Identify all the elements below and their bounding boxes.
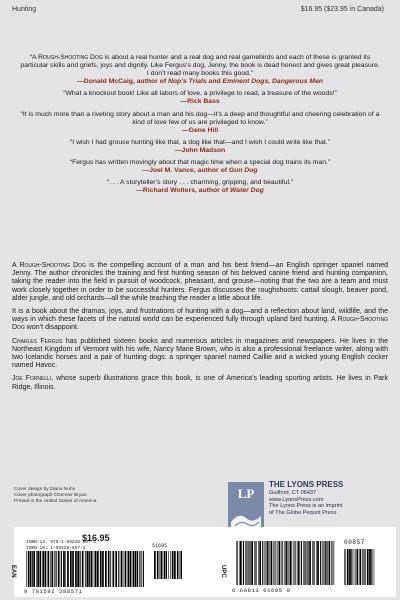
- ean-barcode: [26, 551, 144, 587]
- barcode-bar: [314, 541, 315, 585]
- barcode-bar: [161, 551, 163, 579]
- barcode-bar: [322, 541, 323, 585]
- barcode-bar: [52, 551, 53, 587]
- barcode-bar: [357, 549, 359, 585]
- review-quote: “A Rough-Shooting Dog is about a real hunter and a real dog and real gamebirds and each of these is granted its particular skills and griefs, joys and dignity. Like Fergus’s dog, Jenny, the book is dead honest and gives great pleasure. I don’t read many books this good.” —Donald McCaig, author of Nop’s Trials and Eminent Dogs, Dangerous Men: [20, 54, 380, 86]
- barcode-bar: [42, 551, 44, 587]
- barcode-bar: [48, 551, 50, 587]
- illustrator-bio: Joe Fornelli, whose superb illustrations grace this book, is one of America’s leading sporting artists. He lives in Park Ridge, Illinois.: [12, 375, 389, 391]
- barcode-bar: [67, 551, 69, 587]
- barcode-bar: [320, 541, 321, 585]
- barcode-bar: [100, 551, 102, 587]
- barcode-bar: [180, 551, 181, 579]
- category-label: Hunting: [12, 6, 37, 13]
- barcode-bar: [258, 541, 259, 585]
- barcode-bar: [170, 551, 171, 579]
- barcode-bar: [313, 541, 314, 585]
- barcode-bar: [285, 541, 286, 585]
- barcode-bar: [143, 551, 144, 587]
- book-title: Rough-Shooting Dog: [38, 54, 103, 61]
- barcode-bar: [243, 541, 244, 585]
- barcode-bar: [157, 551, 158, 579]
- barcode-bar: [345, 549, 346, 585]
- barcode-bar: [123, 551, 124, 587]
- publisher-address: Guilford, CT 06437: [269, 489, 317, 496]
- barcode-bar: [159, 551, 160, 579]
- barcode-bar: [45, 551, 47, 587]
- barcode-bar: [286, 541, 287, 585]
- barcode-bar: [271, 541, 273, 585]
- barcode-bar: [174, 551, 176, 579]
- barcode-bar: [236, 541, 237, 585]
- barcode-bar: [26, 551, 27, 587]
- barcode-bar: [254, 541, 255, 585]
- quote-attribution: —Joel M. Vance, author of Gun Dog: [142, 167, 258, 175]
- barcode-bar: [137, 551, 138, 587]
- barcode-bar: [325, 541, 326, 585]
- price-label: $16.95 ($23.95 in Canada): [300, 6, 384, 13]
- barcode-bar: [105, 551, 107, 587]
- barcode-bar: [58, 551, 60, 587]
- barcode-bar: [239, 541, 240, 585]
- barcode-bar: [274, 541, 275, 585]
- barcode-bar: [77, 551, 79, 587]
- barcode-bar: [333, 541, 334, 585]
- barcode-bar: [369, 549, 371, 585]
- header-bar: [12, 6, 384, 13]
- barcode-bar: [72, 551, 74, 587]
- barcode-bar: [255, 541, 256, 585]
- upc-number: 6 60813 01695 9: [232, 587, 291, 594]
- barcode-bar: [84, 551, 85, 587]
- barcode-bar: [135, 551, 137, 587]
- barcode-bar: [112, 551, 113, 587]
- barcode-bar: [154, 551, 156, 579]
- barcode-bar: [75, 551, 77, 587]
- review-quote: “What a knockout book! Like all labors of love, a privilege to read, a treasure of the woods!” —Rick Bass: [12, 90, 388, 106]
- upc-addon-barcode: [344, 549, 376, 585]
- barcode-bar: [36, 551, 37, 587]
- barcode-bar: [87, 551, 89, 587]
- barcode-bar: [268, 541, 269, 585]
- barcode-bar: [128, 551, 130, 587]
- upc-addon-number: 00857: [344, 539, 366, 546]
- barcode-bar: [259, 541, 261, 585]
- barcode-bar: [344, 549, 345, 585]
- barcode-bar: [329, 541, 331, 585]
- barcode-bar: [326, 541, 327, 585]
- barcode-bar: [246, 541, 247, 585]
- barcode-bar: [125, 551, 127, 587]
- barcode-bar: [108, 551, 109, 587]
- barcode-bar: [334, 541, 335, 585]
- barcode-bar: [139, 551, 140, 587]
- barcode-bar: [164, 551, 166, 579]
- barcode-bar: [317, 541, 319, 585]
- barcode-bar: [80, 551, 81, 587]
- barcode-bar: [237, 541, 238, 585]
- review-quote: “It is much more than a riveting story about a man and his dog—it’s a deep and thoughtful and cheering celebration of a kind of love few of us are privileged to know.” —Gene Hill: [20, 110, 380, 134]
- isbn-10: ISBN-10: 1-59228-857-X: [26, 546, 86, 551]
- barcode-bar: [308, 541, 309, 585]
- quote-attribution: —Richard Wolters, author of Water Dog: [136, 187, 264, 195]
- barcode-bar: [265, 541, 266, 585]
- barcode-bar: [249, 541, 250, 585]
- barcode-bar: [37, 551, 39, 587]
- barcode-bar: [251, 541, 253, 585]
- barcode-bar: [282, 541, 283, 585]
- barcode-bar: [240, 541, 242, 585]
- barcode-bar: [245, 541, 246, 585]
- book-description: [12, 262, 388, 397]
- quote-attribution: —Rick Bass: [180, 98, 220, 106]
- barcode-bar: [102, 551, 104, 587]
- isbn-13: ISBN-13: 978-1-59228-857-1: [26, 540, 97, 545]
- barcode-bar: [289, 541, 290, 585]
- barcode-bar: [305, 541, 306, 585]
- barcode-bar: [121, 551, 123, 587]
- barcode-bar: [262, 541, 263, 585]
- barcode-bar: [56, 551, 57, 587]
- ean-label: EAN: [10, 565, 16, 578]
- barcode-bar: [293, 541, 294, 585]
- barcode-bar: [278, 541, 279, 585]
- barcode-bar: [297, 541, 298, 585]
- barcode-bar: [33, 551, 35, 587]
- barcode-bar: [270, 541, 271, 585]
- quote-attribution: —Donald McCaig, author of Nop’s Trials and Eminent Dogs, Dangerous Men: [76, 78, 324, 86]
- barcode-bar: [89, 551, 90, 587]
- review-quote: “. . . A storyteller’s story . . . charming, gripping, and beautiful.” —Richard Wolters, author of Water Dog: [12, 179, 388, 195]
- barcode-bar: [316, 541, 317, 585]
- barcode-bar: [290, 541, 292, 585]
- publisher-info: THE LYONS PRESS Guilford, CT 06437 www.LyonsPress.com The Lyons Press is an imprint of The Globe Pequot Press: [269, 480, 344, 517]
- quote-attribution: —John Madson: [174, 146, 226, 154]
- cover-credits: Cover design by Diana Nuhn Cover photograph ©Denver Bryan Printed in the United States of America: [14, 487, 97, 504]
- barcode-bar: [312, 541, 313, 585]
- barcode-bar: [179, 551, 180, 579]
- description-paragraph: It is a book about the dramas, joys, and frustrations of hunting with a dog—and a reflection about land, wildlife, and the ways in which these facets of the natural world can be experienced fully through upland bird hunting. A Rough-Shooting Dog won’t disappoint.: [12, 308, 388, 332]
- upc-barcode: [236, 541, 336, 585]
- barcode-bar: [130, 551, 132, 587]
- barcode-bar: [54, 551, 55, 587]
- review-quote: “I wish I had grouse hunting like that, a dog like that—and I wish I could write like that.” —John Madson: [12, 139, 388, 155]
- barcode-bar: [177, 551, 178, 579]
- barcode-bar: [266, 541, 267, 585]
- review-quote: “Fergus has written movingly about that magic time when a special dog trains its man.” —Joel M. Vance, author of Gun Dog: [12, 159, 388, 175]
- lyons-press-logo-icon: LP: [228, 482, 264, 534]
- barcode-bar: [354, 549, 355, 585]
- barcode-bar: [247, 541, 248, 585]
- barcode-bar: [32, 551, 33, 587]
- barcode-bar: [331, 541, 332, 585]
- barcode-bar: [374, 549, 375, 585]
- barcode-bar: [324, 541, 325, 585]
- barcode-bar: [85, 551, 86, 587]
- barcode-bar: [307, 541, 308, 585]
- barcode-bar: [141, 551, 142, 587]
- barcode-bar: [50, 551, 51, 587]
- barcode-bar: [250, 541, 251, 585]
- barcode-bar: [288, 541, 289, 585]
- barcode-bar: [362, 549, 363, 585]
- barcode-bar: [40, 551, 42, 587]
- ean-addon-number: 51695: [152, 543, 168, 549]
- barcode-bar: [95, 551, 97, 587]
- barcode-bar: [97, 551, 99, 587]
- barcode-bar: [349, 549, 351, 585]
- barcode-price: $16.95: [82, 533, 110, 543]
- barcode-bar: [327, 541, 328, 585]
- barcode-bar: [172, 551, 174, 579]
- barcode-bar: [29, 551, 31, 587]
- review-quotes: [12, 54, 388, 199]
- barcode-bar: [110, 551, 111, 587]
- barcode-bar: [181, 551, 182, 579]
- barcode-bar: [256, 541, 257, 585]
- barcode-bar: [279, 541, 281, 585]
- barcode-bar: [355, 549, 356, 585]
- barcode-bar: [367, 549, 369, 585]
- barcode-bar: [284, 541, 285, 585]
- barcode-bar: [70, 551, 72, 587]
- barcode-bar: [94, 551, 95, 587]
- barcode-bar: [364, 549, 365, 585]
- barcode-bar: [115, 551, 117, 587]
- barcode-bar: [309, 541, 311, 585]
- barcode-bar: [371, 549, 372, 585]
- barcode-bar: [63, 551, 65, 587]
- description-paragraph: A Rough-Shooting Dog is the compelling account of a man and his best friend—an English springer spaniel named Jenny. The author chronicles the training and first hunting season of his beloved canine friend and hunting companion, taking the reader into the field in pursuit of woodcock, pheasant, and grouse—noting that the two are a team and must work closely together in order to be successful hunters. Fergus discusses the roughshoots: cattail slough, beaver pond, alder jungle, and old orchards—all the while teaching the reader a little about life.: [12, 262, 388, 302]
- barcode-bar: [61, 551, 62, 587]
- barcode-bar: [113, 551, 114, 587]
- upc-label: UPC: [220, 565, 226, 578]
- author-bio: Charles Fergus has published sixteen books and numerous articles in magazines and newspapers. He lives in the Northeast Kingdom of Vermont with his wife, Nancy Marie Brown, who is also a professional freelance writer, along with two Icelandic horses and a pair of hunting dogs: a springer spaniel named Caillie and a wicked young English cocker named Havoc.: [12, 337, 388, 370]
- barcode-bar: [118, 551, 119, 587]
- ean-addon-barcode: [154, 551, 182, 579]
- publisher-url: www.LyonsPress.com: [269, 496, 324, 503]
- barcode-bar: [267, 541, 268, 585]
- barcode-bar: [365, 549, 366, 585]
- barcode-block: [10, 527, 396, 597]
- barcode-bar: [303, 541, 304, 585]
- barcode-bar: [295, 541, 296, 585]
- barcode-bar: [275, 541, 276, 585]
- barcode-bar: [294, 541, 295, 585]
- barcode-bar: [166, 551, 167, 579]
- barcode-bar: [347, 549, 349, 585]
- barcode-bar: [304, 541, 305, 585]
- publisher-name: THE LYONS PRESS: [269, 480, 344, 489]
- barcode-bar: [28, 551, 29, 587]
- barcode-bar: [351, 549, 352, 585]
- barcode-bar: [82, 551, 83, 587]
- barcode-bar: [168, 551, 169, 579]
- barcode-bar: [359, 549, 361, 585]
- barcode-bar: [65, 551, 66, 587]
- barcode-bar: [91, 551, 93, 587]
- barcode-bar: [301, 541, 302, 585]
- ean-number: 9 781592 288571: [24, 588, 83, 595]
- barcode-bar: [160, 551, 161, 579]
- quote-attribution: —Gene Hill: [181, 126, 219, 134]
- barcode-bar: [298, 541, 300, 585]
- barcode-bar: [276, 541, 277, 585]
- barcode-bar: [133, 551, 135, 587]
